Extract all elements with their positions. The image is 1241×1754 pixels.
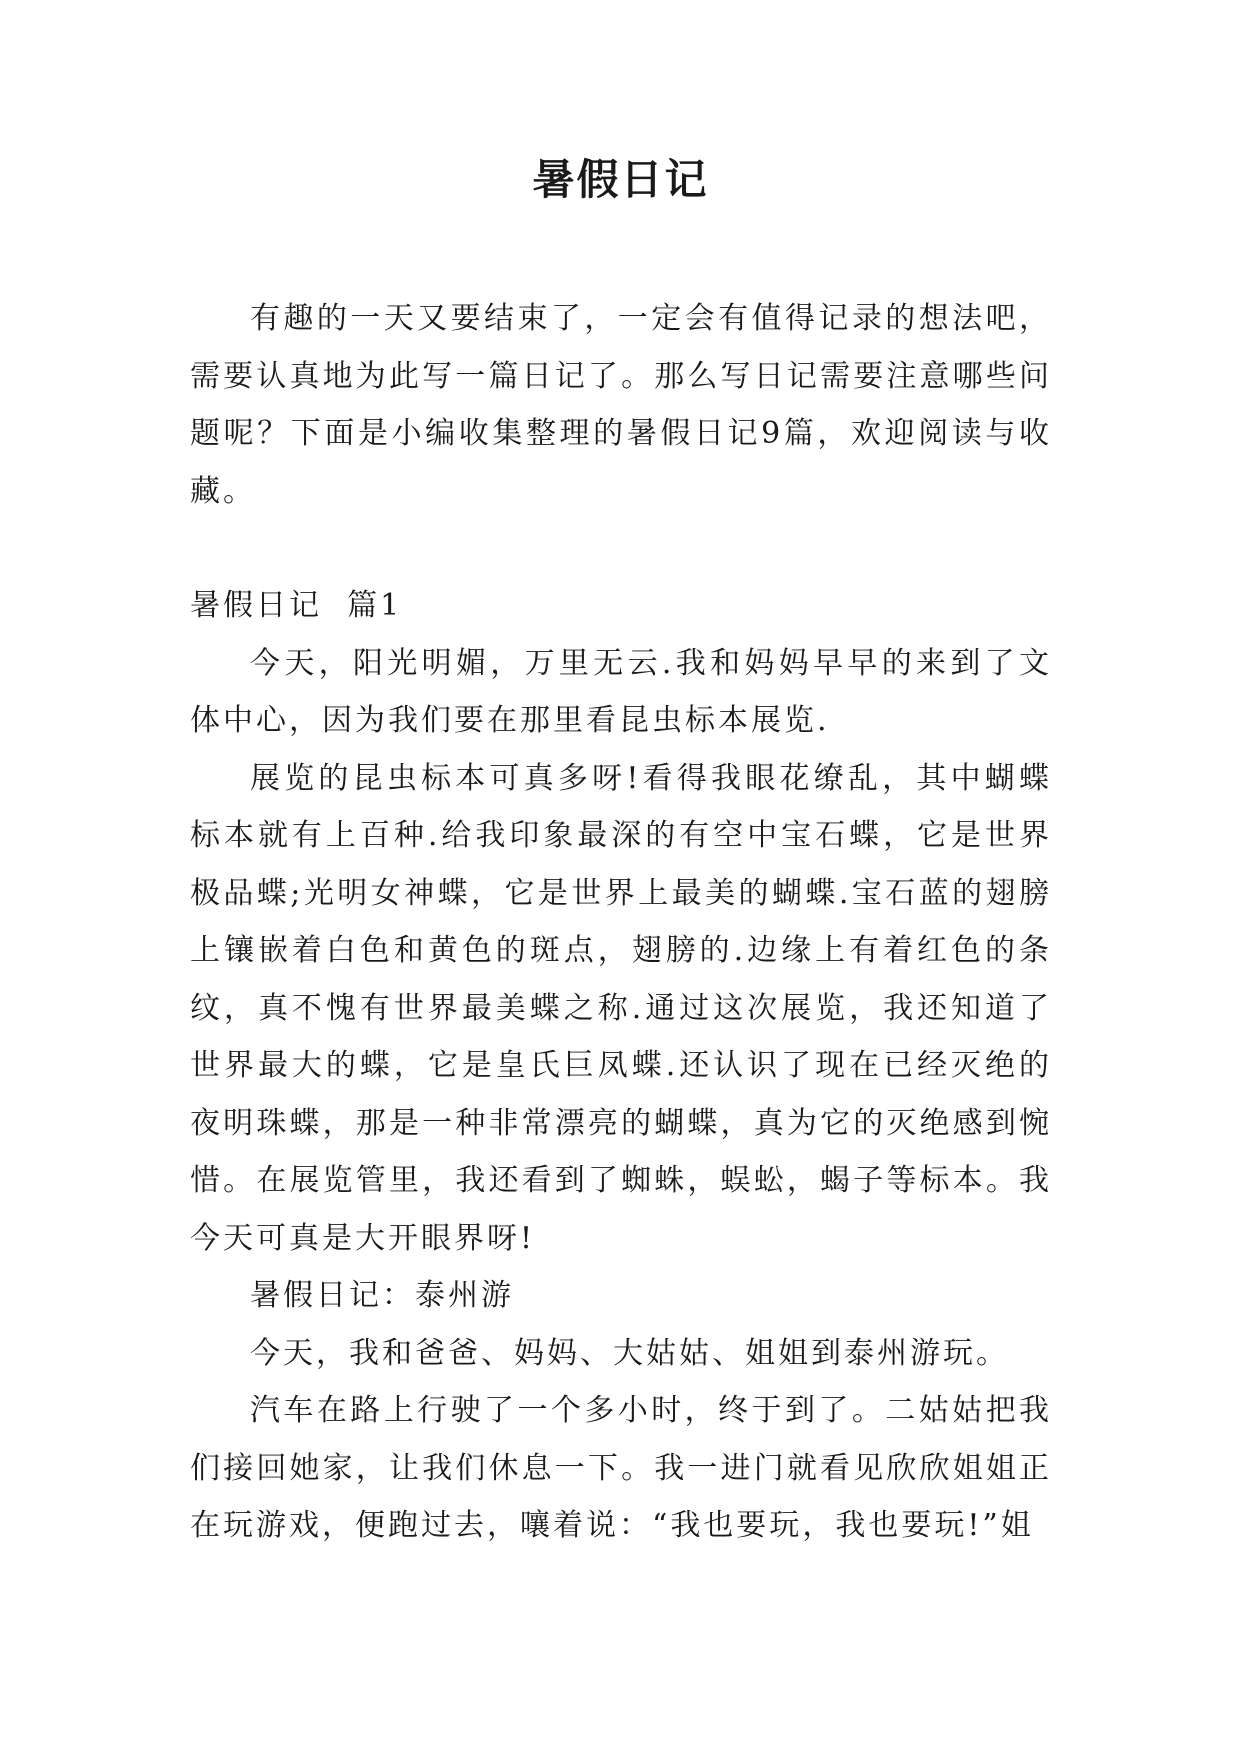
paragraph-4: 汽车在路上行驶了一个多小时，终于到了。二姑姑把我们接回她家，让我们休息一下。我一进门就看见欣欣姐姐正在玩游戏，便跑过去，嚷着说：“我也要玩，我也要玩!”姐: [190, 1393, 1052, 1543]
paragraph-subheading: 暑假日记：泰州游: [250, 1278, 514, 1313]
paragraph-1: 今天，阳光明媚，万里无云.我和妈妈早早的来到了文体中心，因为我们要在那里看昆虫标本展览.: [190, 645, 1052, 738]
document-body: [190, 290, 1052, 1555]
intro-paragraph: 有趣的一天又要结束了，一定会有值得记录的想法吧，需要认真地为此写一篇日记了。那么写日记需要注意哪些问题呢？下面是小编收集整理的暑假日记9篇，欢迎阅读与收藏。: [190, 301, 1052, 509]
paragraph-3: 今天，我和爸爸、妈妈、大姑姑、姐姐到泰州游玩。: [250, 1335, 1009, 1371]
paragraph-2: 展览的昆虫标本可真多呀!看得我眼花缭乱，其中蝴蝶标本就有上百种.给我印象最深的有空中宝石蝶，它是世界极品蝶;光明女神蝶，它是世界上最美的蝴蝶.宝石蓝的翅膀上镶嵌着白色和黄色的斑点，翅膀的.边缘上有着红色的条纹，真不愧有世界最美蝶之称.通过这次展览，我还知道了世界最大的蝶，它是皇氏巨凤蝶.还认识了现在已经灭绝的夜明珠蝶，那是一种非常漂亮的蝴蝶，真为它的灭绝感到惋惜。在展览管里，我还看到了蜘蛛，蜈蚣，蝎子等标本。我今天可真是大开眼界呀!: [190, 760, 1052, 1256]
document-title: 暑假日记: [532, 155, 709, 204]
section-heading: 暑假日记 篇1: [190, 588, 403, 623]
